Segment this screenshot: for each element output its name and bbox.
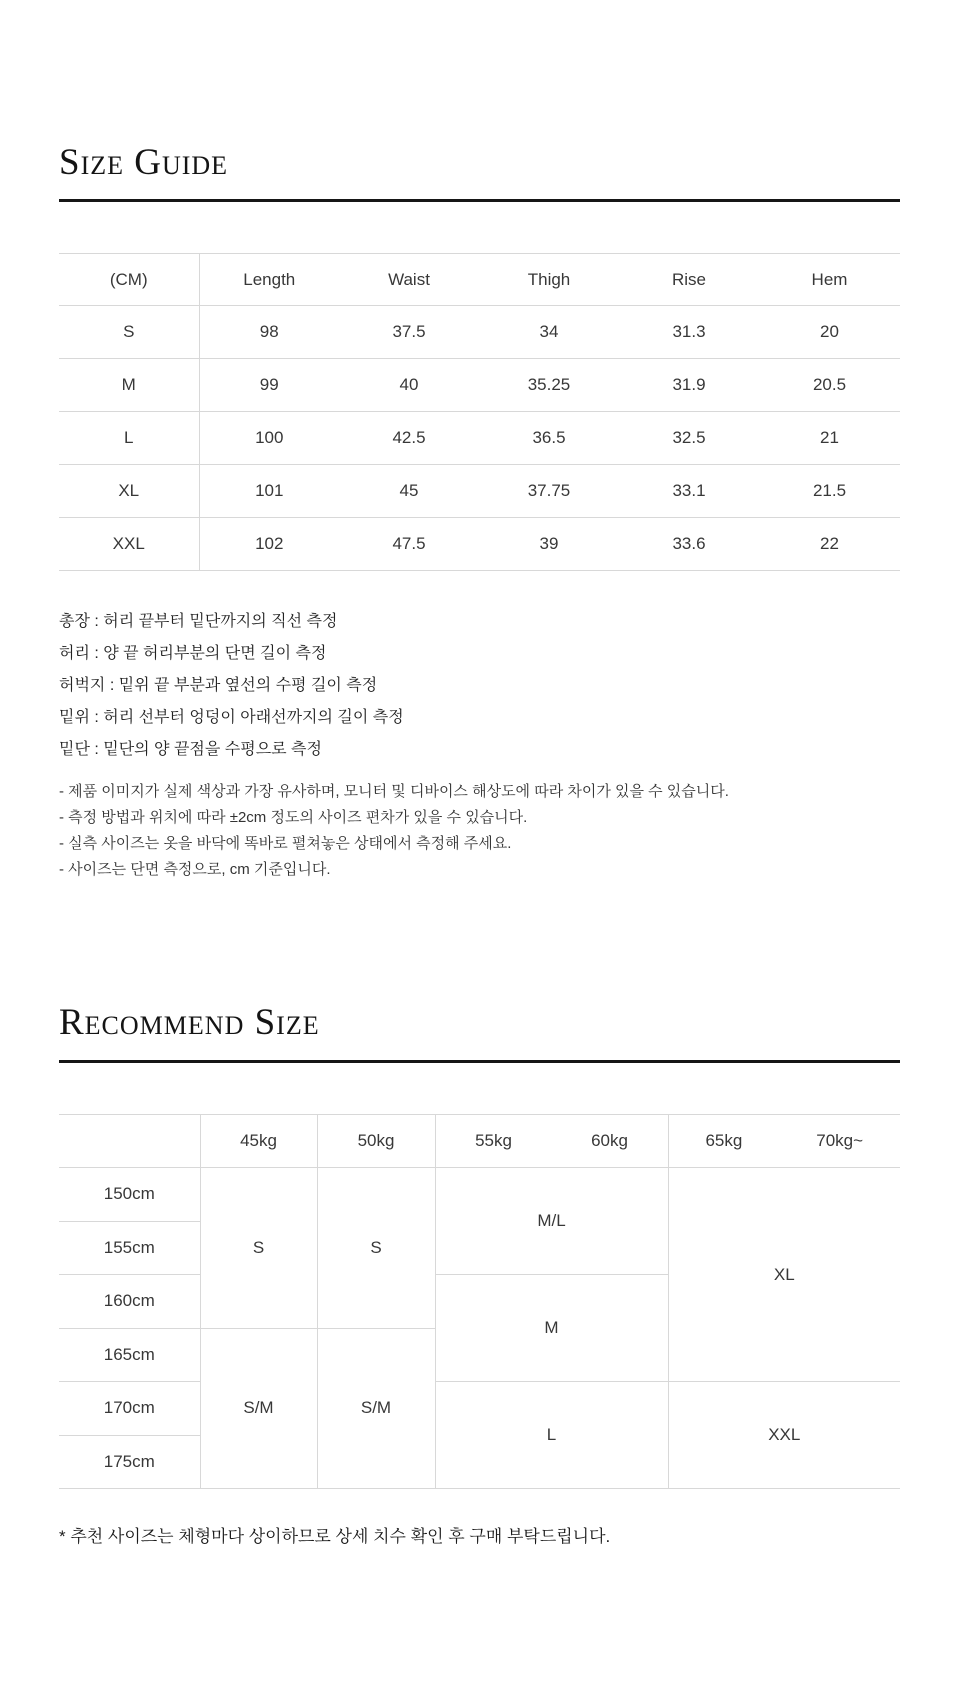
weight-header-60: 60kg: [591, 1131, 628, 1150]
size-table-row-l: [59, 412, 900, 465]
column-header-thigh: Thigh: [479, 254, 619, 306]
size-cell-45kg-bottom: S/M: [200, 1328, 317, 1489]
table-cell: 20.5: [759, 359, 900, 412]
height-header: 165cm: [59, 1328, 200, 1382]
size-table-row-xl: [59, 465, 900, 518]
recommend-size-divider: [59, 1060, 900, 1063]
note-line: - 측정 방법과 위치에 따라 ±2cm 정도의 사이즈 편차가 있을 수 있습니다.: [59, 809, 528, 826]
height-header: 175cm: [59, 1435, 200, 1489]
height-header: 150cm: [59, 1168, 200, 1222]
column-header-hem: Hem: [759, 254, 900, 306]
weight-header-45: 45kg: [200, 1115, 317, 1168]
table-cell: 100: [199, 412, 339, 465]
recommend-size-title: Recommend Size: [59, 1002, 320, 1043]
weight-header-65-70: [668, 1115, 900, 1168]
size-cell-50kg-top: S: [317, 1168, 435, 1329]
size-cell-6570-bottom: XXL: [668, 1382, 900, 1489]
table-cell: 98: [199, 306, 339, 359]
table-cell: 47.5: [339, 518, 479, 571]
size-cell-50kg-bottom: S/M: [317, 1328, 435, 1489]
table-cell: 22: [759, 518, 900, 571]
row-header: L: [59, 412, 199, 465]
table-cell: 45: [339, 465, 479, 518]
row-header: M: [59, 359, 199, 412]
table-cell: 33.6: [619, 518, 759, 571]
recommend-size-table: [59, 1114, 900, 1489]
size-table-row-m: [59, 359, 900, 412]
weight-header-65: 65kg: [705, 1131, 743, 1150]
unit-header-cell: (CM): [59, 254, 199, 306]
row-header: XL: [59, 465, 199, 518]
height-header: 160cm: [59, 1275, 200, 1329]
definition-line: 밑위 : 허리 선부터 엉덩이 아래선까지의 길이 측정: [59, 709, 404, 726]
definition-line: 밑단 : 밑단의 양 끝점을 수평으로 측정: [59, 741, 322, 758]
table-cell: 33.1: [619, 465, 759, 518]
size-cell-5560-bottom: L: [435, 1382, 668, 1489]
height-header: 155cm: [59, 1221, 200, 1275]
note-line: - 제품 이미지가 실제 색상과 가장 유사하며, 모니터 및 디바이스 해상도에 따라 차이가 있을 수 있습니다.: [59, 783, 729, 800]
table-cell: 102: [199, 518, 339, 571]
note-line: - 사이즈는 단면 측정으로, cm 기준입니다.: [59, 861, 331, 878]
recommend-row-170: [59, 1382, 900, 1436]
weight-header-55: 55kg: [475, 1131, 512, 1150]
table-cell: 31.9: [619, 359, 759, 412]
recommend-header-row: [59, 1115, 900, 1168]
size-table: [59, 253, 900, 571]
recommend-footnote: * 추천 사이즈는 체형마다 상이하므로 상세 치수 확인 후 구매 부탁드립니다.: [59, 1527, 611, 1546]
table-cell: 35.25: [479, 359, 619, 412]
row-header: S: [59, 306, 199, 359]
table-cell: 21.5: [759, 465, 900, 518]
row-header: XXL: [59, 518, 199, 571]
height-header: 170cm: [59, 1382, 200, 1436]
weight-header-50: 50kg: [317, 1115, 435, 1168]
weight-header-70: 70kg~: [816, 1131, 864, 1150]
size-table-row-s: [59, 306, 900, 359]
weight-header-55-60: [435, 1115, 668, 1168]
column-header-rise: Rise: [619, 254, 759, 306]
table-cell: 21: [759, 412, 900, 465]
size-guide-divider: [59, 199, 900, 202]
measurement-notes: [59, 779, 729, 883]
definition-line: 총장 : 허리 끝부터 밑단까지의 직선 측정: [59, 613, 338, 630]
size-cell-6570-top: XL: [668, 1168, 900, 1382]
table-cell: 32.5: [619, 412, 759, 465]
definition-line: 허리 : 양 끝 허리부분의 단면 길이 측정: [59, 645, 327, 662]
corner-cell: [59, 1115, 200, 1168]
table-cell: 42.5: [339, 412, 479, 465]
recommend-row-150: [59, 1168, 900, 1222]
table-cell: 20: [759, 306, 900, 359]
table-cell: 31.3: [619, 306, 759, 359]
definition-line: 허벅지 : 밑위 끝 부분과 옆선의 수평 길이 측정: [59, 677, 378, 694]
table-cell: 39: [479, 518, 619, 571]
table-cell: 37.5: [339, 306, 479, 359]
table-cell: 101: [199, 465, 339, 518]
size-table-row-xxl: [59, 518, 900, 571]
size-cell-5560-mid: M: [435, 1275, 668, 1382]
size-cell-45kg-top: S: [200, 1168, 317, 1329]
column-header-length: Length: [199, 254, 339, 306]
table-cell: 34: [479, 306, 619, 359]
column-header-waist: Waist: [339, 254, 479, 306]
table-cell: 99: [199, 359, 339, 412]
size-cell-5560-top: M/L: [435, 1168, 668, 1275]
table-cell: 37.75: [479, 465, 619, 518]
table-cell: 40: [339, 359, 479, 412]
table-cell: 36.5: [479, 412, 619, 465]
measurement-definitions: [59, 606, 404, 766]
note-line: - 실측 사이즈는 옷을 바닥에 똑바로 펼쳐놓은 상태에서 측정해 주세요.: [59, 835, 512, 852]
size-table-header-row: [59, 254, 900, 306]
size-guide-title: Size Guide: [59, 142, 229, 183]
